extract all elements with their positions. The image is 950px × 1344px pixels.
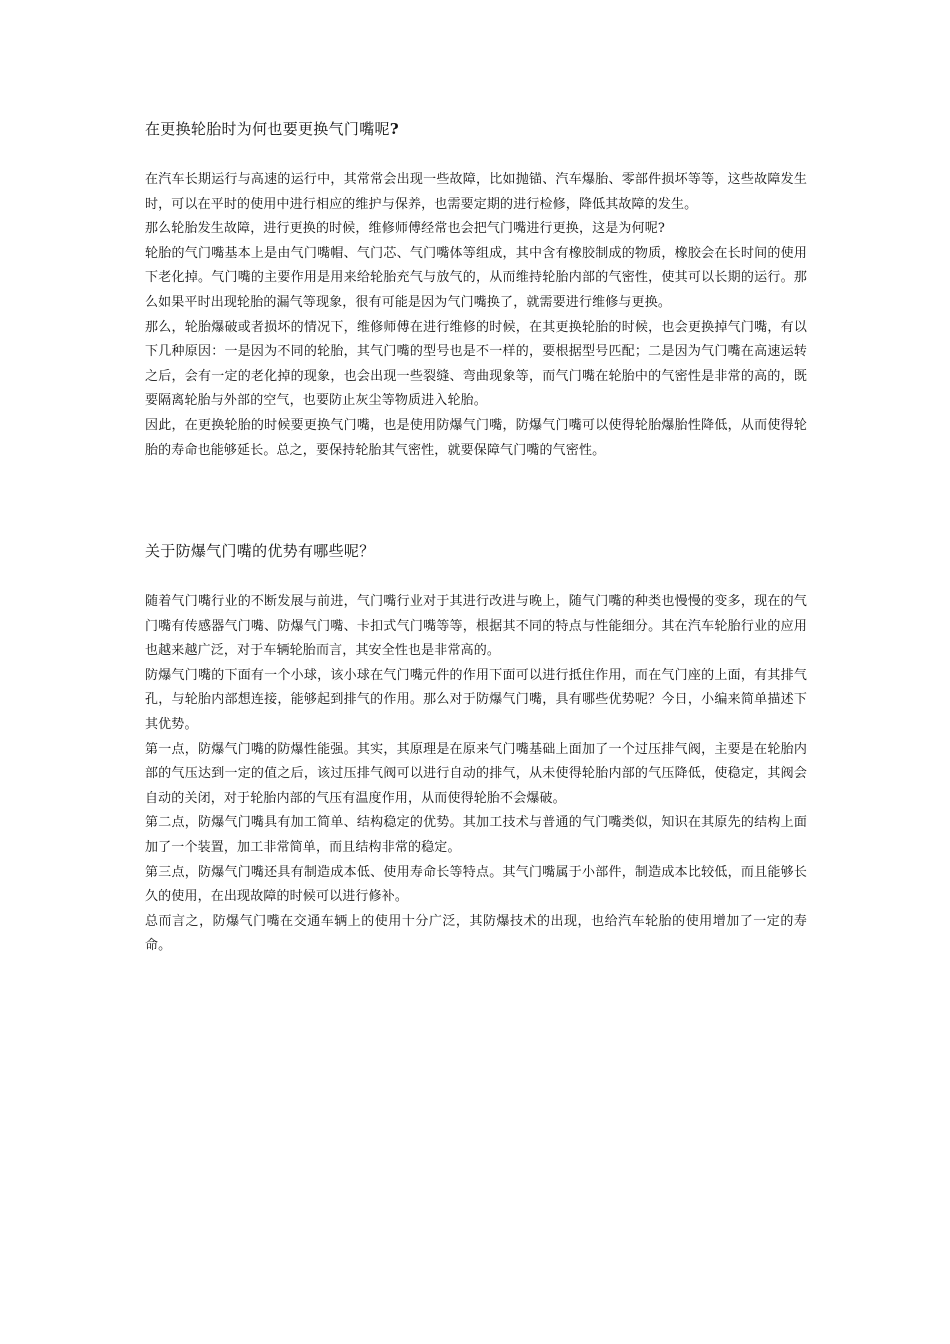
paragraph: 随着气门嘴行业的不断发展与前进，气门嘴行业对于其进行改进与晚上，随气门嘴的种类也慢慢的变多，现在的气门嘴有传感器气门嘴、防爆气门嘴、卡扣式气门嘴等等，根据其不同的特点与性能细分。其在汽车轮胎行业的应用也越来越广泛，对于车辆轮胎而言，其安全性也是非常高的。	[145, 594, 807, 659]
article-section-explosion-proof-valve	[145, 538, 807, 959]
paragraph: 那么，轮胎爆破或者损坏的情况下，维修师傅在进行维修的时候，在其更换轮胎的时候，也会更换掉气门嘴，有以下几种原因：一是因为不同的轮胎，其气门嘴的型号也是不一样的，要根据型号匹配；二是因为气门嘴在高速运转之后，会有一定的老化掉的现象，也会出现一些裂缝、弯曲现象等，而气门嘴在轮胎中的气密性是非常的高的，既要隔离轮胎与外部的空气，也要防止灰尘等物质进入轮胎。	[145, 319, 807, 409]
section-heading-text: 关于防爆气门嘴的优势有哪些呢？	[145, 542, 375, 560]
paragraph: 在汽车长期运行与高速的运行中，其常常会出现一些故障，比如抛锚、汽车爆胎、零部件损坏等等，这些故障发生时，可以在平时的使用中进行相应的维护与保养，也需要定期的进行检修，降低其故障的发生。	[145, 172, 807, 212]
paragraph: 因此，在更换轮胎的时候要更换气门嘴，也是使用防爆气门嘴，防爆气门嘴可以使得轮胎爆胎性降低，从而使得轮胎的寿命也能够延长。总之，要保持轮胎其气密性，就要保障气门嘴的气密性。	[145, 417, 807, 458]
paragraph: 第三点，防爆气门嘴还具有制造成本低、使用寿命长等特点。其气门嘴属于小部件，制造成本比较低，而且能够长久的使用，在出现故障的时候可以进行修补。	[145, 864, 807, 905]
section-heading-mark: ?	[389, 120, 399, 138]
article-section-valve-replacement	[145, 116, 807, 463]
paragraph: 第一点，防爆气门嘴的防爆性能强。其实，其原理是在原来气门嘴基础上面加了一个过压排气阀，主要是在轮胎内部的气压达到一定的值之后，该过压排气阀可以进行自动的排气，从未使得轮胎内部的气压降低，使稳定，其阀会自动的关闭，对于轮胎内部的气压有温度作用，从而使得轮胎不会爆破。	[145, 741, 807, 806]
paragraph: 第二点，防爆气门嘴具有加工简单、结构稳定的优势。其加工技术与普通的气门嘴类似，知识在其原先的结构上面加了一个装置，加工非常简单，而且结构非常的稳定。	[145, 815, 807, 855]
paragraph: 总而言之，防爆气门嘴在交通车辆上的使用十分广泛，其防爆技术的出现，也给汽车轮胎的使用增加了一定的寿命。	[145, 913, 807, 954]
section-heading	[145, 538, 807, 564]
section-heading	[145, 116, 807, 142]
paragraph: 那么轮胎发生故障，进行更换的时候，维修师傅经常也会把气门嘴进行更换，这是为何呢?	[145, 221, 665, 237]
paragraph: 防爆气门嘴的下面有一个小球，该小球在气门嘴元件的作用下面可以进行抵住作用，而在气门座的上面，有其排气孔，与轮胎内部想连接，能够起到排气的作用。那么对于防爆气门嘴，具有哪些优势呢？今日，小编来简单描述下其优势。	[145, 667, 807, 732]
section-heading-text: 在更换轮胎时为何也要更换气门嘴呢	[145, 120, 390, 138]
paragraph: 轮胎的气门嘴基本上是由气门嘴帽、气门芯、气门嘴体等组成，其中含有橡胶制成的物质，橡胶会在长时间的使用下老化掉。气门嘴的主要作用是用来给轮胎充气与放气的，从而维持轮胎内部的气密性，使其可以长期的运行。那么如果平时出现轮胎的漏气等现象，很有可能是因为气门嘴换了，就需要进行维修与更换。	[145, 245, 807, 310]
